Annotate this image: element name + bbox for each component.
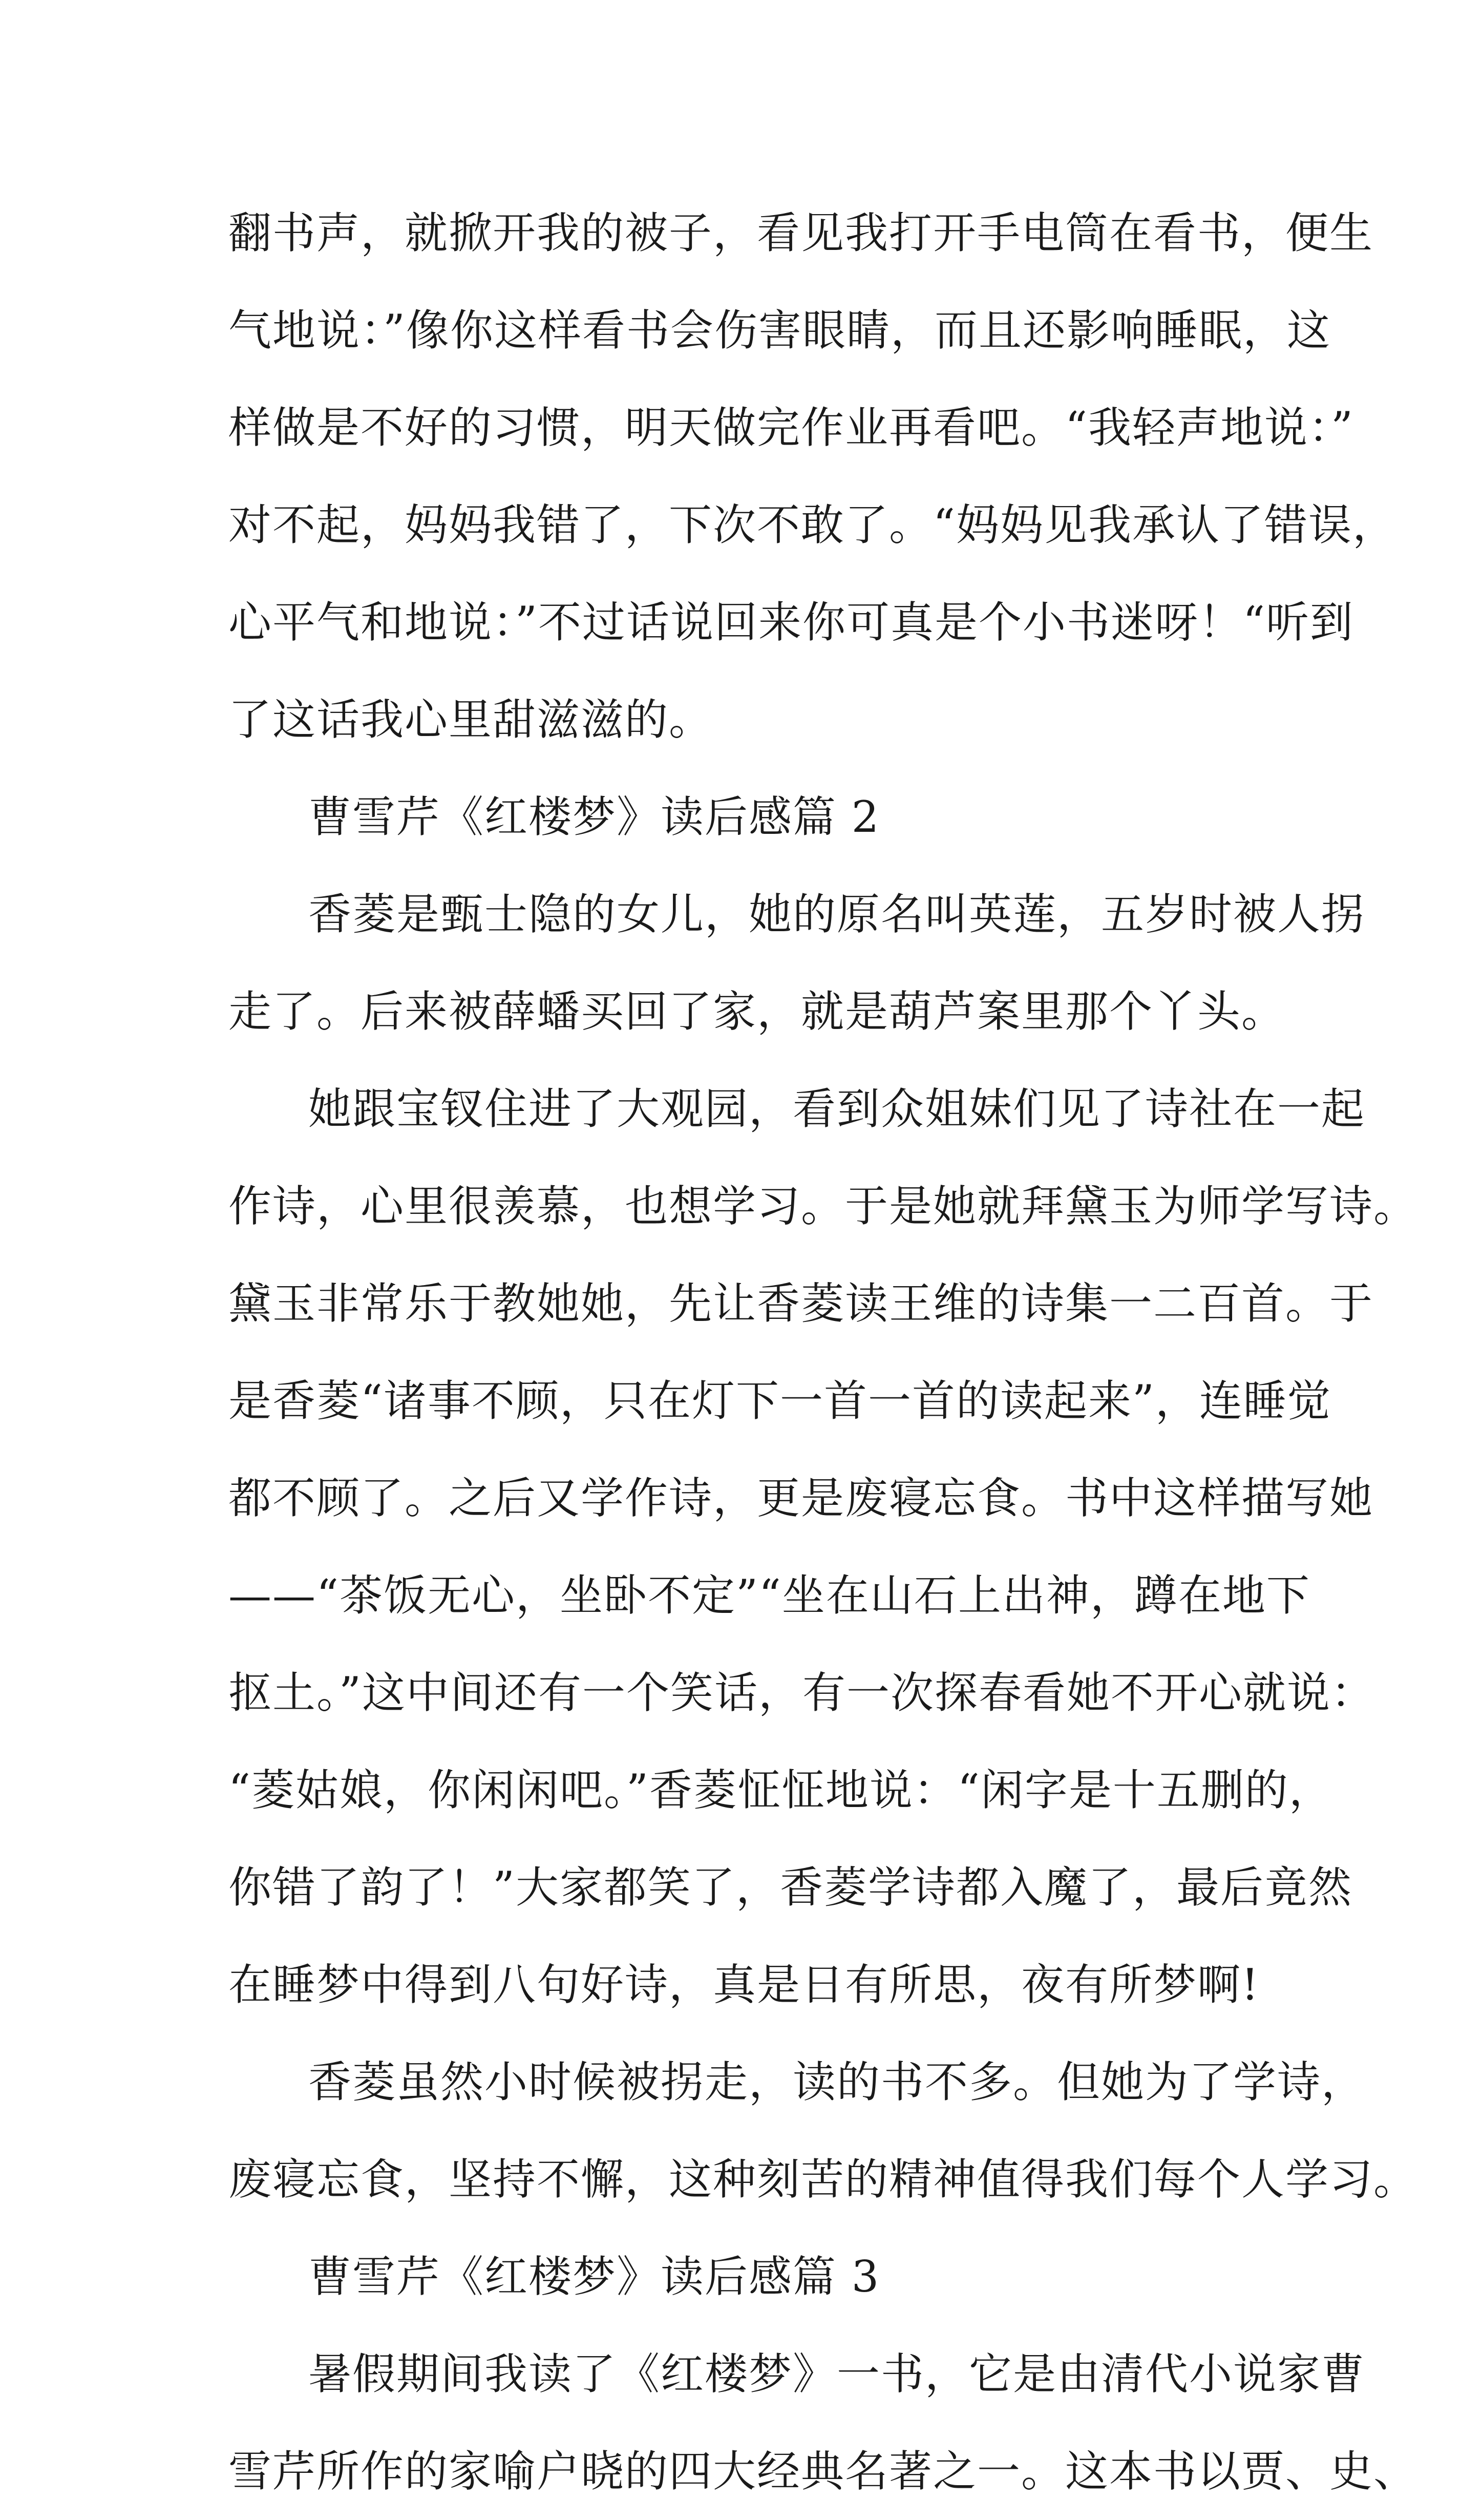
text-line: 废寝忘食，坚持不懈，这种刻苦的精神值得我们每个人学习。 (228, 2154, 1418, 2204)
text-line: 黛玉非常乐于教她她，先让香菱读王维的诗集一二百首。于 (228, 1278, 1374, 1329)
text-line: 气地说：”像你这样看书会伤害眼睛，而且还影响睡眠，这 (228, 305, 1331, 355)
text-line: 在睡梦中得到八句好诗，真是日有所思，夜有所梦啊! (228, 1960, 1260, 2010)
text-line: 香菱是甄士隐的女儿，她的原名叫英莲，五岁时被人拐 (308, 889, 1366, 939)
text-line: 都不顾了。之后又学作诗，更是废寝忘食。书中这样描写她 (228, 1473, 1374, 1523)
text-line: 雪芹所作的家喻户晓的四大经典名著之一。这本书以贾、史、 (228, 2446, 1418, 2496)
text-line: 走了。后来被薛蟠买回了家，就是葫芦案里那个丫头。 (228, 986, 1286, 1037)
text-line: 是香菱“诸事不顾，只在灯下一首一首的读起来”，连睡觉 (228, 1376, 1331, 1426)
text-line: ——“茶饭无心，坐卧不定”“坐在山石上出神，蹲在地下 (228, 1570, 1310, 1621)
text-line: 香菱虽然小时候被拐走，读的书不多。但她为了学诗， (308, 2057, 1366, 2107)
document-body (228, 184, 1418, 2520)
section-heading: 曹雪芹《红楼梦》读后感篇 3 (308, 2252, 880, 2302)
text-line: 你错了韵了！”大家都笑了，香菱学诗都入魔了，最后竟然 (228, 1862, 1352, 1913)
text-line: 抠土。”这中间还有一个笑话，有一次探春看她不开心就说： (228, 1668, 1375, 1718)
section-heading: 曹雪芹《红楼梦》读后感篇 2 (308, 792, 880, 842)
text-line: “菱姑娘，你闲闲吧。”香菱怔怔地说：“闲字是十五删的， (228, 1765, 1333, 1815)
text-line: 翻书声，就掀开我的被子，看见我打开手电筒在看书，便生 (228, 208, 1374, 258)
text-line: 作诗，心里很羡慕，也想学习。于是她就拜黛玉为师学写诗。 (228, 1181, 1418, 1231)
text-line: 对不起，妈妈我错了，下次不敢了。“妈妈见我承认了错误， (228, 500, 1396, 550)
text-line: 心平气和地说：”不过话说回来你可真是个小书迷呀！“听到 (228, 597, 1354, 647)
text-line: 了这话我心里甜滋滋的。 (228, 695, 713, 745)
text-line: 她跟宝钗住进了大观园，看到众姐妹们见了诗社在一起 (308, 1084, 1366, 1134)
text-line: 样做是不好的习惯，明天做完作业再看吧。“我轻声地说：” (228, 403, 1354, 453)
text-line: 暑假期间我读了《红楼梦》一书，它是由清代小说家曹 (308, 2349, 1366, 2399)
